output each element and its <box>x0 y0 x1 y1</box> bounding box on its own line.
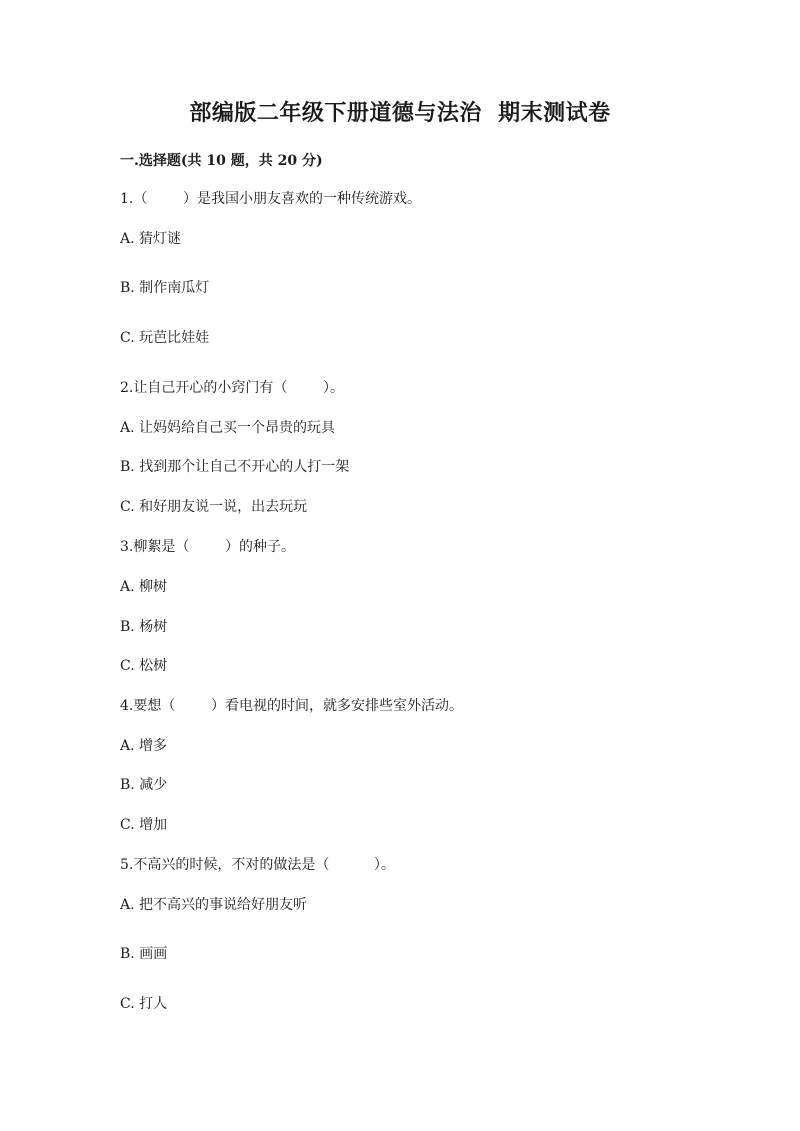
section-heading: 一.选择题(共 10 题，共 20 分) <box>120 153 323 169</box>
question-1-stem: 1.（ ）是我国小朋友喜欢的一种传统游戏。 <box>120 191 421 207</box>
question-5-option-a: A. 把不高兴的事说给好朋友听 <box>120 897 308 913</box>
question-5-option-c: C. 打人 <box>120 996 168 1012</box>
question-2-option-a: A. 让妈妈给自己买一个昂贵的玩具 <box>120 420 336 436</box>
question-4-option-c: C. 增加 <box>120 817 168 833</box>
page-title: 部编版二年级下册道德与法治 期末测试卷 <box>189 100 611 126</box>
question-4-stem: 4.要想（ ）看电视的时间，就多安排些室外活动。 <box>120 698 463 714</box>
question-5-stem: 5.不高兴的时候，不对的做法是（ ）。 <box>120 857 395 873</box>
question-2-stem: 2.让自己开心的小窍门有（ ）。 <box>120 380 344 396</box>
question-2-option-c: C. 和好朋友说一说，出去玩玩 <box>120 499 308 515</box>
question-3-option-b: B. 杨树 <box>120 619 168 635</box>
question-3-option-a: A. 柳树 <box>120 579 168 595</box>
question-1-option-b: B. 制作南瓜灯 <box>120 280 210 296</box>
question-3-stem: 3.柳絮是（ ）的种子。 <box>120 539 295 555</box>
question-4-option-a: A. 增多 <box>120 738 168 754</box>
question-1-option-c: C. 玩芭比娃娃 <box>120 330 210 346</box>
question-2-option-b: B. 找到那个让自己不开心的人打一架 <box>120 459 350 475</box>
question-3-option-c: C. 松树 <box>120 658 168 674</box>
question-4-option-b: B. 减少 <box>120 777 168 793</box>
question-1-option-a: A. 猜灯谜 <box>120 231 182 247</box>
question-5-option-b: B. 画画 <box>120 946 168 962</box>
